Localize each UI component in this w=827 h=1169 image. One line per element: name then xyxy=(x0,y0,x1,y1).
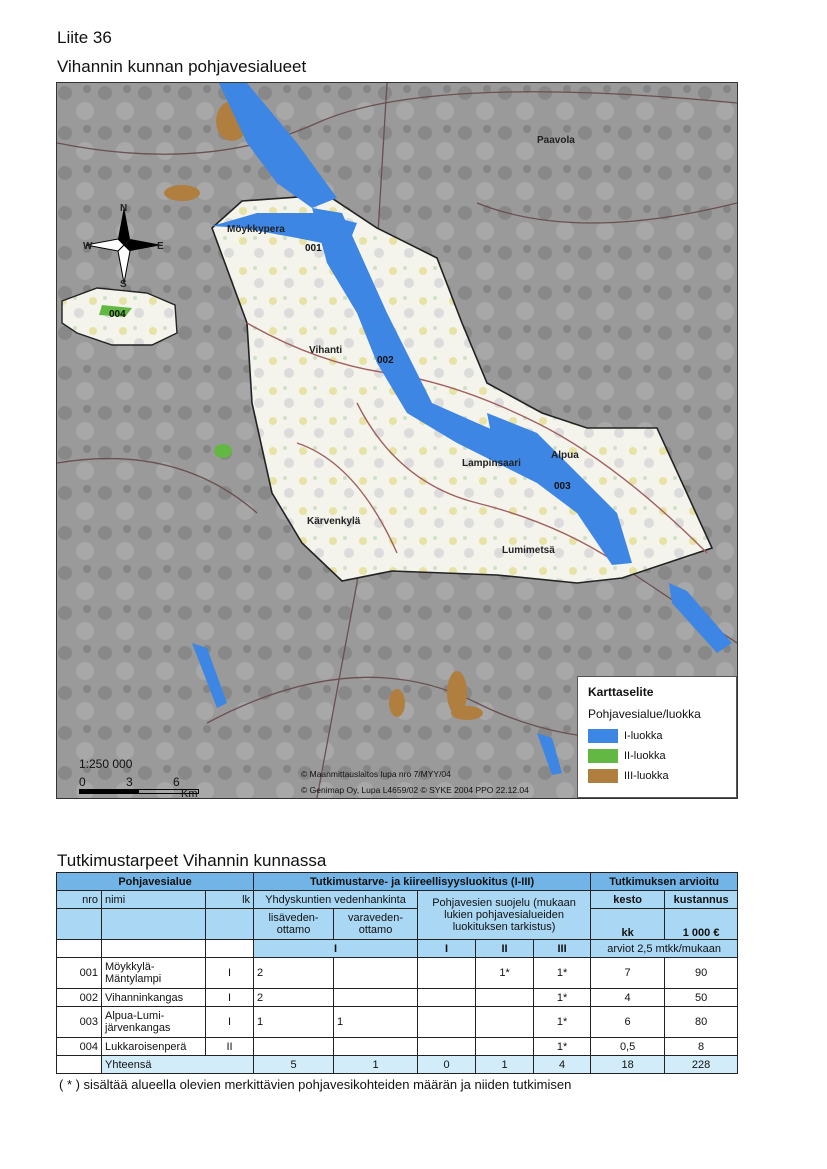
cell-res xyxy=(334,1038,418,1056)
scale-tick-3: 3 xyxy=(126,775,133,789)
total-empty-nro xyxy=(57,1056,102,1074)
cell-nro: 004 xyxy=(57,1038,102,1056)
hdr-kustannus: kustannus xyxy=(665,891,738,909)
compass-n: N xyxy=(120,203,128,214)
place-moykkypera: Möykkypera xyxy=(227,224,285,235)
cell-lk: I xyxy=(206,989,254,1007)
hdr-nimi: nimi xyxy=(102,891,206,909)
total-res: 1 xyxy=(334,1056,418,1074)
cell-kust: 90 xyxy=(665,958,738,989)
hdr-eur: 1 000 € xyxy=(665,909,738,940)
table-row xyxy=(57,958,738,989)
legend-swatch-blue xyxy=(588,729,618,743)
legend-swatch-brown xyxy=(588,769,618,783)
research-needs-table xyxy=(56,872,738,1074)
place-karvenkyla: Kärvenkylä xyxy=(307,516,361,527)
hdr-supply-i: I xyxy=(254,940,418,958)
zone-label-003: 003 xyxy=(554,481,571,492)
cell-lk: I xyxy=(206,1007,254,1038)
compass-w: W xyxy=(83,241,93,252)
table-title: Tutkimustarpeet Vihannin kunnassa xyxy=(57,851,327,870)
hdr-empty-3 xyxy=(206,909,254,940)
cell-p1 xyxy=(418,1007,476,1038)
scale-tick-6: 6 xyxy=(173,775,180,789)
cell-add xyxy=(254,1038,334,1056)
header-row-1 xyxy=(57,873,738,891)
legend-item-i xyxy=(588,726,726,746)
cell-add: 2 xyxy=(254,958,334,989)
cell-res: 1 xyxy=(334,1007,418,1038)
hdr-classification: Tutkimustarve- ja kiireellisyysluokitus (I-III) xyxy=(254,873,591,891)
cell-p1 xyxy=(418,989,476,1007)
cell-lk: I xyxy=(206,958,254,989)
cell-kesto: 7 xyxy=(591,958,665,989)
map-title: Vihannin kunnan pohjavesialueet xyxy=(57,57,307,76)
place-lampinsaari: Lampinsaari xyxy=(462,458,521,469)
header-row-4 xyxy=(57,940,738,958)
total-kust: 228 xyxy=(665,1056,738,1074)
hdr-cost: Tutkimuksen arvioitu xyxy=(591,873,738,891)
header-row-3 xyxy=(57,909,738,940)
cell-res xyxy=(334,989,418,1007)
total-add: 5 xyxy=(254,1056,334,1074)
cell-kesto: 4 xyxy=(591,989,665,1007)
cell-res xyxy=(334,958,418,989)
place-alpua: Alpua xyxy=(551,450,579,461)
appendix-label: Liite 36 xyxy=(57,28,112,47)
cell-nro: 002 xyxy=(57,989,102,1007)
cell-nimi: Alpua-Lumi-järvenkangas xyxy=(102,1007,206,1038)
cell-p2: 1* xyxy=(476,958,534,989)
place-lumimetsa: Lumimetsä xyxy=(502,545,555,556)
scale-unit: Km xyxy=(181,788,198,799)
compass-s: S xyxy=(120,279,127,290)
cell-p3: 1* xyxy=(534,958,591,989)
hdr-nro: nro xyxy=(57,891,102,909)
place-vihanti: Vihanti xyxy=(309,345,343,356)
cell-kesto: 0,5 xyxy=(591,1038,665,1056)
cell-p3: 1* xyxy=(534,1007,591,1038)
legend-label-i: I-luokka xyxy=(624,730,663,742)
table-row xyxy=(57,989,738,1007)
cell-add: 2 xyxy=(254,989,334,1007)
hdr4-empty-3 xyxy=(206,940,254,958)
legend-subtitle: Pohjavesialue/luokka xyxy=(588,707,701,721)
cell-p2 xyxy=(476,989,534,1007)
legend-label-iii: III-luokka xyxy=(624,770,669,782)
cell-kesto: 6 xyxy=(591,1007,665,1038)
total-p2: 1 xyxy=(476,1056,534,1074)
hdr4-empty-2 xyxy=(102,940,206,958)
hdr-lk: lk xyxy=(206,891,254,909)
cell-kust: 8 xyxy=(665,1038,738,1056)
hdr-kk: kk xyxy=(591,909,665,940)
compass-e: E xyxy=(157,241,164,252)
hdr-estimate-note: arviot 2,5 mtkk/mukaan xyxy=(591,940,738,958)
copyright-mml: © Maanmittauslaitos lupa nro 7/MYY/04 xyxy=(301,769,451,779)
cell-lk: II xyxy=(206,1038,254,1056)
legend-item-iii xyxy=(588,766,726,786)
total-kesto: 18 xyxy=(591,1056,665,1074)
zone-label-001: 001 xyxy=(305,243,322,254)
legend-swatch-green xyxy=(588,749,618,763)
cell-p2 xyxy=(476,1038,534,1056)
total-p1: 0 xyxy=(418,1056,476,1074)
hdr-protect: Pohjavesien suojelu (mukaan lukien pohjavesialueiden luokituksen tarkistus) xyxy=(418,891,591,940)
groundwater-map xyxy=(56,82,738,799)
table-row xyxy=(57,1038,738,1056)
hdr-prot-iii: III xyxy=(534,940,591,958)
hdr-supply: Yhdyskuntien vedenhankinta xyxy=(254,891,418,909)
footnote: ( * ) sisältää alueella olevien merkittävien pohjavesikohteiden määrän ja niiden tutkimisen xyxy=(59,1077,572,1092)
total-label: Yhteensä xyxy=(102,1056,254,1074)
legend-item-ii xyxy=(588,746,726,766)
hdr-prot-i: I xyxy=(418,940,476,958)
cell-add: 1 xyxy=(254,1007,334,1038)
cell-nimi: Lukkaroisenperä xyxy=(102,1038,206,1056)
cell-p1 xyxy=(418,1038,476,1056)
cell-nro: 003 xyxy=(57,1007,102,1038)
total-row xyxy=(57,1056,738,1074)
cell-kust: 50 xyxy=(665,989,738,1007)
hdr4-empty-1 xyxy=(57,940,102,958)
copyright-genimap: © Genimap Oy, Lupa L4659/02 © SYKE 2004 PPO 22.12.04 xyxy=(301,785,529,795)
hdr-empty-2 xyxy=(102,909,206,940)
hdr-area: Pohjavesialue xyxy=(57,873,254,891)
header-row-2 xyxy=(57,891,738,909)
hdr-add: lisäveden-ottamo xyxy=(254,909,334,940)
cell-nimi: Möykkylä-Mäntylampi xyxy=(102,958,206,989)
cell-p3: 1* xyxy=(534,989,591,1007)
zone-label-002: 002 xyxy=(377,355,394,366)
cell-p3: 1* xyxy=(534,1038,591,1056)
cell-nro: 001 xyxy=(57,958,102,989)
cell-kust: 80 xyxy=(665,1007,738,1038)
hdr-reserve: varaveden-ottamo xyxy=(334,909,418,940)
cell-p1 xyxy=(418,958,476,989)
table-row xyxy=(57,1007,738,1038)
scale-ratio: 1:250 000 xyxy=(79,757,133,771)
zone-label-004: 004 xyxy=(109,309,126,320)
cell-p2 xyxy=(476,1007,534,1038)
legend-label-ii: II-luokka xyxy=(624,750,666,762)
cell-nimi: Vihanninkangas xyxy=(102,989,206,1007)
hdr-kesto: kesto xyxy=(591,891,665,909)
hdr-prot-ii: II xyxy=(476,940,534,958)
map-legend xyxy=(577,676,737,798)
legend-title: Karttaselite xyxy=(588,685,654,699)
place-paavola: Paavola xyxy=(537,135,575,146)
total-p3: 4 xyxy=(534,1056,591,1074)
hdr-empty-1 xyxy=(57,909,102,940)
scale-tick-0: 0 xyxy=(79,775,86,789)
